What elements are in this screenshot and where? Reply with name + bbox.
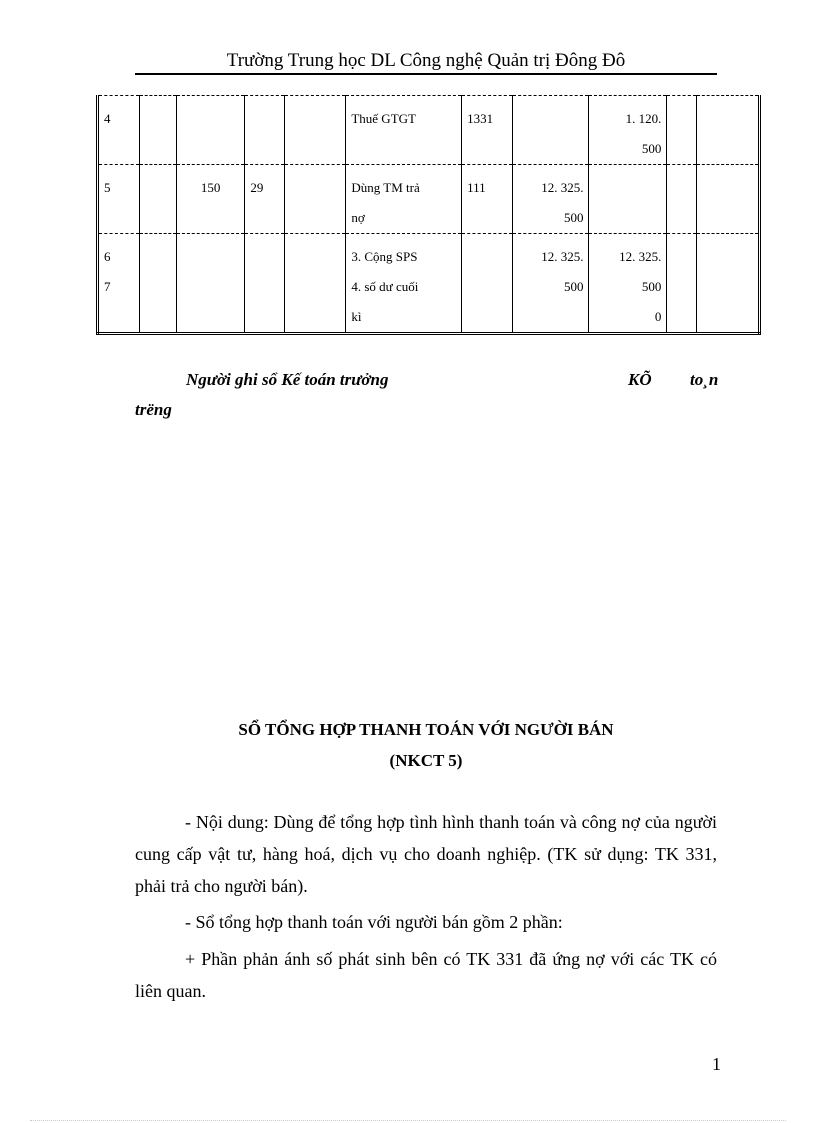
ledger-cell-stt [98, 234, 140, 334]
ledger-row [98, 96, 760, 165]
ledger-cell-line: Thuế GTGT [351, 111, 416, 126]
ledger-cell-c4 [245, 234, 285, 334]
signature-right-part3: trëng [135, 400, 172, 419]
section-subtitle: (NKCT 5) [389, 751, 463, 770]
page-header-title: Trường Trung học DL Công nghệ Quản trị Đông Đô [135, 50, 717, 75]
ledger-cell-line: 4 [104, 111, 111, 126]
footer-divider [30, 1120, 786, 1121]
signature-left: Người ghi sổ Kế toán trưởng [186, 370, 389, 389]
ledger-cell-line: 5 [104, 180, 111, 195]
ledger-cell-c10 [667, 234, 696, 334]
ledger-cell-c4 [245, 96, 285, 165]
ledger-cell-line: 111 [467, 180, 486, 195]
ledger-cell-c10 [667, 165, 696, 234]
ledger-cell-line: 500 [641, 141, 662, 156]
ledger-cell-line [672, 242, 690, 272]
ledger-cell-line: kì [351, 309, 362, 324]
section-title: SỔ TỔNG HỢP THANH TOÁN VỚI NGƯỜI BÁN [238, 720, 614, 739]
ledger-cell-line: Dùng TM trả [351, 180, 420, 195]
page-number: 1 [712, 1054, 721, 1074]
ledger-cell-line: 500 [563, 210, 584, 225]
ledger-cell-debit [512, 96, 589, 165]
ledger-cell-c11 [696, 165, 759, 234]
ledger-cell-line: 500 [641, 279, 662, 294]
signature-right-part1: KÕ [628, 370, 652, 389]
paragraph-content: - Nội dung: Dùng để tổng hợp tình hình thanh toán và công nợ của người cung cấp vật tư, hàng hoá, dịch vụ cho doanh nghiệp. (TK sử dụng: TK 331, phải trả cho người bán). [135, 812, 717, 896]
ledger-cell-c3 [176, 165, 244, 234]
ledger-cell-line: 0 [654, 309, 662, 324]
ledger-table [96, 95, 761, 335]
ledger-cell-line: 7 [104, 279, 111, 294]
ledger-cell-credit [589, 234, 667, 334]
ledger-cell-credit [589, 165, 667, 234]
ledger-row [98, 165, 760, 234]
ledger-cell-line: 6 [104, 249, 111, 264]
ledger-cell-acct [462, 234, 513, 334]
ledger-cell-desc [346, 234, 462, 334]
signature-right-part2: to¸n [690, 370, 719, 389]
ledger-cell-line: 150 [200, 180, 221, 195]
ledger-row [98, 234, 760, 334]
ledger-cell-stt [98, 165, 140, 234]
ledger-cell-line [182, 242, 239, 272]
ledger-cell-c2 [140, 234, 177, 334]
ledger-cell-line [290, 173, 340, 203]
ledger-cell-line: nợ [351, 210, 365, 225]
ledger-body [98, 96, 760, 334]
ledger-cell-line: 1331 [467, 111, 494, 126]
ledger-cell-stt [98, 96, 140, 165]
ledger-cell-line [250, 104, 279, 134]
ledger-cell-line: 4. số dư cuối [351, 279, 419, 294]
ledger-cell-c2 [140, 96, 177, 165]
ledger-cell-c4 [245, 165, 285, 234]
ledger-cell-line: 12. 325. [541, 180, 584, 195]
ledger-cell-c5 [285, 165, 346, 234]
ledger-cell-line: 12. 325. [619, 249, 662, 264]
ledger-cell-line [290, 104, 340, 134]
ledger-cell-line [702, 242, 753, 272]
ledger-cell-line [290, 242, 340, 272]
ledger-cell-line: 12. 325. [541, 249, 584, 264]
ledger-cell-c5 [285, 96, 346, 165]
paragraph-parts: - Sổ tổng hợp thanh toán với người bán gồm 2 phần: [185, 912, 563, 932]
ledger-cell-line [702, 104, 753, 134]
ledger-cell-line [672, 173, 690, 203]
ledger-cell-c11 [696, 96, 759, 165]
ledger-cell-c5 [285, 234, 346, 334]
ledger-cell-line [467, 242, 507, 272]
ledger-cell-line [145, 242, 171, 272]
ledger-cell-c11 [696, 234, 759, 334]
ledger-cell-acct [462, 165, 513, 234]
ledger-cell-line: 3. Cộng SPS [351, 249, 418, 264]
ledger-cell-line: 29 [250, 180, 264, 195]
ledger-cell-line [672, 104, 690, 134]
ledger-cell-line [145, 173, 171, 203]
ledger-cell-line [702, 173, 753, 203]
ledger-cell-line [145, 104, 171, 134]
ledger-cell-debit [512, 165, 589, 234]
ledger-cell-line [182, 104, 239, 134]
ledger-cell-c3 [176, 96, 244, 165]
ledger-cell-desc [346, 165, 462, 234]
ledger-cell-desc [346, 96, 462, 165]
ledger-cell-c10 [667, 96, 696, 165]
ledger-cell-credit [589, 96, 667, 165]
ledger-cell-debit [512, 234, 589, 334]
paragraph-part-one: + Phần phản ánh số phát sinh bên có TK 331 đã ứng nợ với các TK có liên quan. [135, 949, 717, 1001]
ledger-cell-acct [462, 96, 513, 165]
ledger-cell-line: 1. 120. [625, 111, 662, 126]
ledger-cell-c3 [176, 234, 244, 334]
ledger-cell-line: 500 [563, 279, 584, 294]
ledger-cell-line [250, 242, 279, 272]
ledger-cell-c2 [140, 165, 177, 234]
